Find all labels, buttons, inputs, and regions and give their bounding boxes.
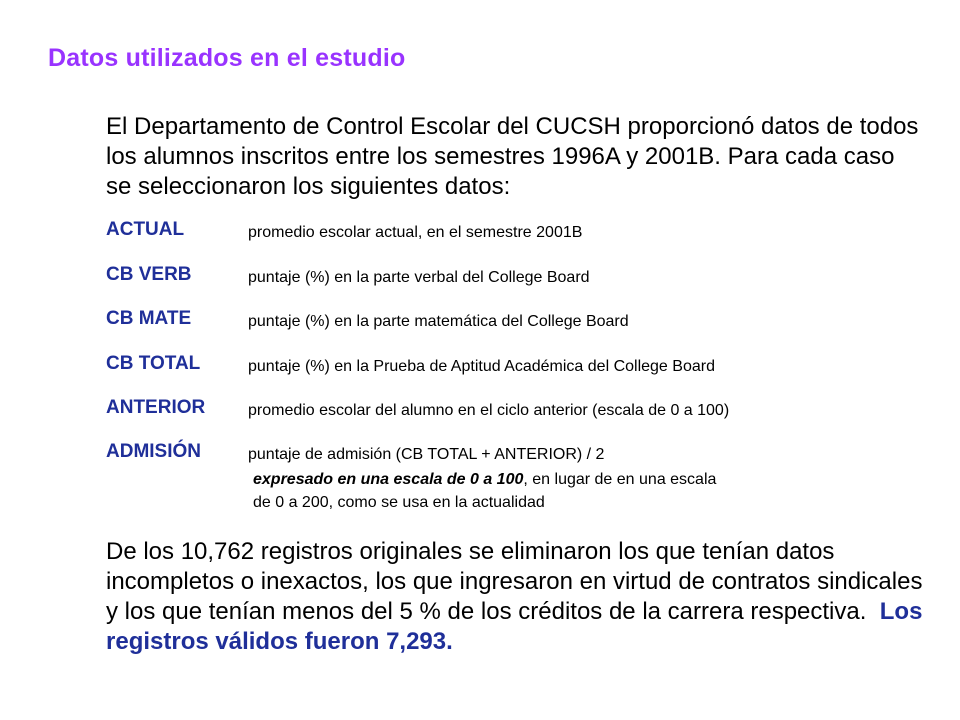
- term-label: ANTERIOR: [106, 397, 206, 418]
- term-label: CB MATE: [106, 308, 192, 329]
- term-description: puntaje (%) en la Prueba de Aptitud Académica del College Board: [248, 358, 715, 375]
- term-label: ADMISIÓN: [106, 441, 201, 462]
- closing-text: De los 10,762 registros originales se eliminaron los que tenían datos incompletos o inexactos, los que ingresaron en virtud de contratos sindicales y los que tenían menos del 5 % de los créditos de la carrera respectiva.: [106, 538, 923, 625]
- admision-note-emphasis: expresado en una escala de 0 a 100: [253, 471, 524, 488]
- admision-note-line2: de 0 a 200, como se usa en la actualidad: [253, 494, 545, 511]
- term-label: CB TOTAL: [106, 353, 201, 374]
- closing-paragraph: [106, 537, 936, 657]
- term-description: promedio escolar del alumno en el ciclo anterior (escala de 0 a 100): [248, 402, 730, 419]
- valid-records-highlight: Los registros válidos fueron 7,293.: [106, 598, 923, 655]
- admision-note-line1: [253, 468, 716, 492]
- term-description: puntaje de admisión (CB TOTAL + ANTERIOR) / 2: [248, 446, 605, 463]
- term-label: CB VERB: [106, 264, 192, 285]
- term-description: puntaje (%) en la parte matemática del College Board: [248, 313, 629, 330]
- admision-note-rest: , en lugar de en una escala: [523, 471, 717, 488]
- term-description: puntaje (%) en la parte verbal del College Board: [248, 269, 590, 286]
- term-label: ACTUAL: [106, 219, 185, 240]
- intro-paragraph: El Departamento de Control Escolar del CUCSH proporcionó datos de todos los alumnos inscritos entre los semestres 1996A y 2001B. Para cada caso se seleccionaron los siguientes datos:: [106, 113, 919, 200]
- page-title: Datos utilizados en el estudio: [48, 44, 406, 72]
- term-description: promedio escolar actual, en el semestre 2001B: [248, 224, 583, 241]
